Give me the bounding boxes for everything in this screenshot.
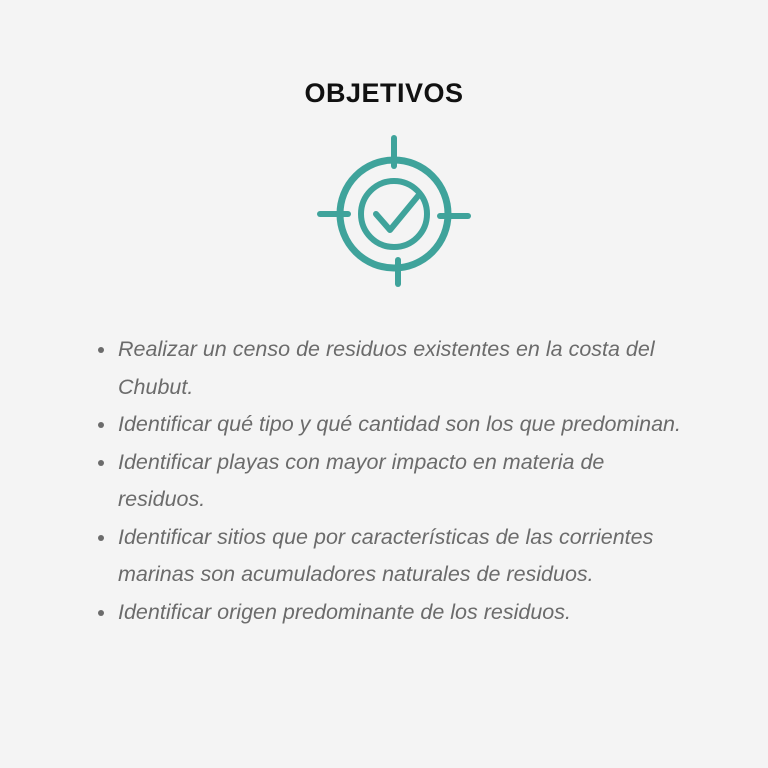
bullet-icon: [98, 347, 104, 353]
objective-text: Realizar un censo de residuos existentes en la costa del Chubut.: [118, 337, 655, 399]
list-item: [96, 406, 696, 444]
bullet-icon: [98, 460, 104, 466]
page-title: OBJETIVOS: [304, 78, 464, 108]
objective-text: Identificar qué tipo y qué cantidad son los que predominan.: [118, 412, 681, 436]
bullet-icon: [98, 422, 104, 428]
list-item: [96, 594, 696, 632]
target-check-icon: [312, 132, 476, 292]
list-item: [96, 444, 696, 519]
list-item: [96, 331, 696, 406]
bullet-icon: [98, 610, 104, 616]
list-item: [96, 519, 696, 594]
bullet-icon: [98, 535, 104, 541]
objective-text: Identificar origen predominante de los residuos.: [118, 599, 571, 624]
objective-text: Identificar playas con mayor impacto en materia de residuos.: [118, 449, 605, 511]
objective-text: Identificar sitios que por características de las corrientes marinas son acumuladores naturales de residuos.: [118, 524, 654, 586]
objectives-list: [96, 331, 696, 631]
